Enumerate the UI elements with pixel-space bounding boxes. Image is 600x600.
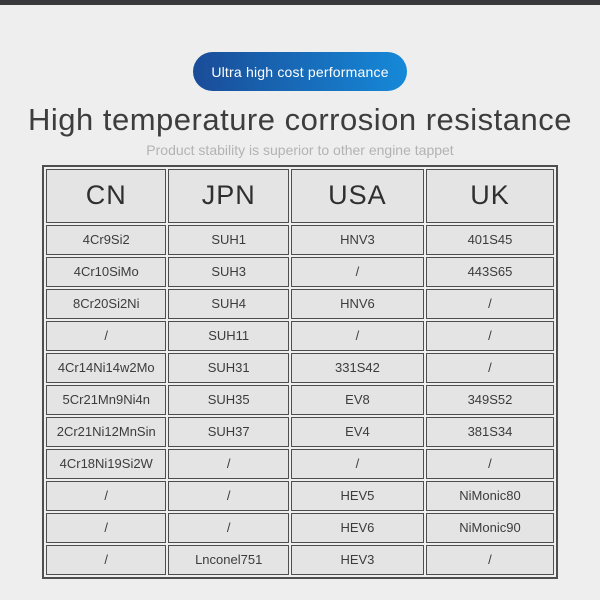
table-row — [46, 513, 554, 543]
table-cell: 331S42 — [291, 353, 424, 383]
page-subtitle: Product stability is superior to other engine tappet — [146, 141, 454, 158]
banner-label: Ultra high cost performance — [211, 63, 389, 80]
table-row — [46, 353, 554, 383]
steel-grade-equivalents-table — [42, 165, 558, 579]
table-cell: 8Cr20Si2Ni — [46, 289, 166, 319]
table-cell: Lnconel751 — [168, 545, 288, 575]
table-cell: 2Cr21Ni12MnSin — [46, 417, 166, 447]
table-body — [46, 225, 554, 575]
table-row — [46, 481, 554, 511]
table-cell: / — [426, 545, 554, 575]
table-cell: 443S65 — [426, 257, 554, 287]
table-cell: / — [291, 449, 424, 479]
table-cell: 4Cr18Ni19Si2W — [46, 449, 166, 479]
table-cell: SUH1 — [168, 225, 288, 255]
table-cell: / — [46, 513, 166, 543]
table-cell: / — [46, 481, 166, 511]
column-header: CN — [46, 169, 166, 223]
table-header-row — [46, 169, 554, 223]
table-cell: SUH31 — [168, 353, 288, 383]
table-cell: NiMonic90 — [426, 513, 554, 543]
table-cell: / — [168, 449, 288, 479]
table-row — [46, 385, 554, 415]
table-cell: 4Cr10SiMo — [46, 257, 166, 287]
table-cell: / — [46, 545, 166, 575]
column-header: USA — [291, 169, 424, 223]
table-cell: / — [291, 321, 424, 351]
table-cell: HEV3 — [291, 545, 424, 575]
top-bar — [0, 0, 600, 5]
table-cell: / — [168, 513, 288, 543]
table-row — [46, 417, 554, 447]
table-cell: / — [168, 481, 288, 511]
table-row — [46, 257, 554, 287]
table-cell: / — [426, 449, 554, 479]
table-cell: / — [46, 321, 166, 351]
table-cell: 4Cr9Si2 — [46, 225, 166, 255]
table-cell: EV4 — [291, 417, 424, 447]
page-title: High temperature corrosion resistance — [27, 102, 573, 137]
table-cell: 401S45 — [426, 225, 554, 255]
table-cell: SUH37 — [168, 417, 288, 447]
table-cell: HEV5 — [291, 481, 424, 511]
table-row — [46, 225, 554, 255]
table-cell: 4Cr14Ni14w2Mo — [46, 353, 166, 383]
table-cell: / — [291, 257, 424, 287]
table-row — [46, 545, 554, 575]
table-row — [46, 289, 554, 319]
table-cell: 349S52 — [426, 385, 554, 415]
column-header: UK — [426, 169, 554, 223]
table-cell: / — [426, 289, 554, 319]
table-cell: 381S34 — [426, 417, 554, 447]
table-cell: / — [426, 321, 554, 351]
table-cell: NiMonic80 — [426, 481, 554, 511]
table-cell: HNV6 — [291, 289, 424, 319]
table-cell: SUH35 — [168, 385, 288, 415]
table-cell: SUH3 — [168, 257, 288, 287]
table-row — [46, 321, 554, 351]
table-cell: HEV6 — [291, 513, 424, 543]
banner-pill — [193, 52, 407, 91]
table-row — [46, 449, 554, 479]
table-cell: SUH4 — [168, 289, 288, 319]
table-cell: / — [426, 353, 554, 383]
table-cell: 5Cr21Mn9Ni4n — [46, 385, 166, 415]
table-cell: SUH11 — [168, 321, 288, 351]
column-header: JPN — [168, 169, 288, 223]
table-cell: HNV3 — [291, 225, 424, 255]
table-cell: EV8 — [291, 385, 424, 415]
